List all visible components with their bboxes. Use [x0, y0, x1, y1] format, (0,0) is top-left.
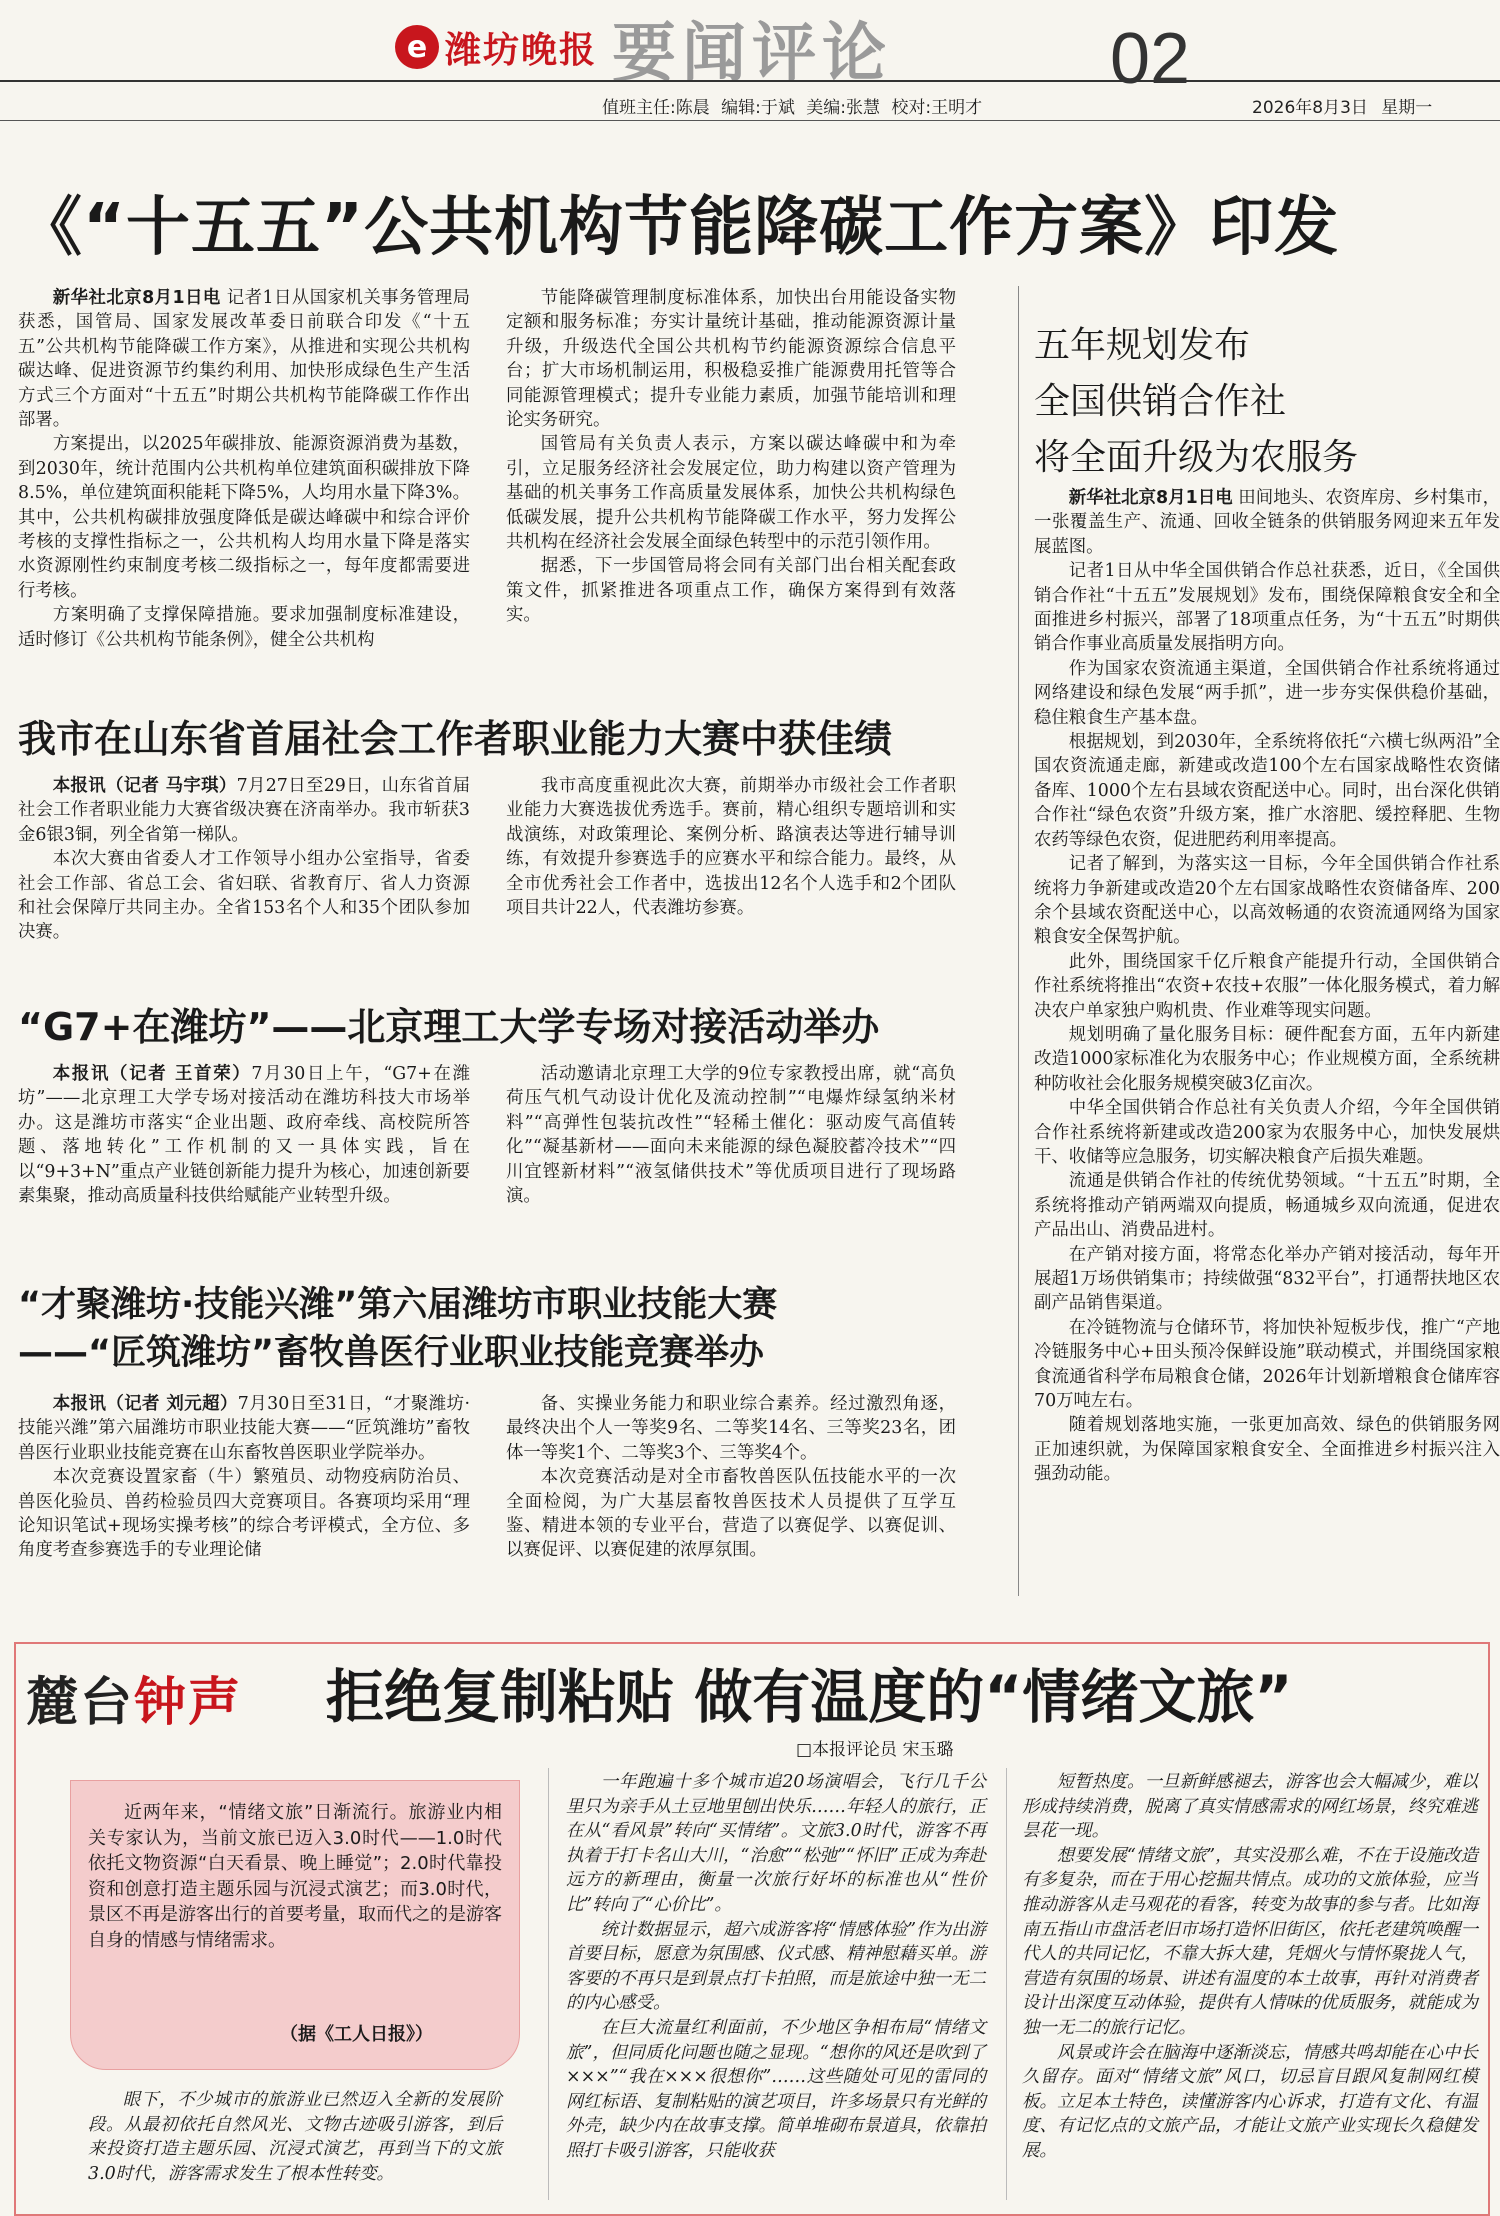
g7-column-2	[506, 1062, 956, 1208]
skills-column-2	[506, 1392, 956, 1563]
article-paragraph	[1034, 486, 1500, 559]
article-paragraph	[1034, 1096, 1500, 1169]
page-number: 02	[1110, 19, 1191, 99]
paragraph-text: 节能降碳管理制度标准体系，加快出台用能设备实物定额和服务标准；夯实计量统计基础，推动能源资源计量升级，升级迭代全国公共机构节约能源资源综合信息平台；扩大市场机制运用，积极稳妥推广能源费用托管等合同能源管理模式；提升专业能力素质，加强节能培训和理论实务研究。	[506, 288, 956, 431]
masthead-rule	[0, 80, 1500, 82]
dateline: 新华社北京8月1日电	[52, 288, 221, 308]
section-title: 要闻评论	[612, 17, 892, 91]
paragraph-text: 规划明确了量化服务目标：硬件配套方面，五年内新建改造1000家标准化为农服务中心；作业规模方面，全系统耕种防收社会化服务规模突破3亿亩次。	[1034, 1024, 1500, 1094]
column-logo-ink: 麓台	[26, 1673, 135, 1733]
article-paragraph	[18, 1465, 470, 1563]
commentary-paragraph: 一年跑遍十多个城市追20场演唱会，飞行几千公里只为亲手从土豆地里刨出快乐……年轻人的旅行，正在从“看风景”转向“买情绪”。文旅3.0时代，游客不再执着于打卡名山大川，“治愈”“松弛”“怀旧”正成为奔赴远方的新理由，衡量一次旅行好坏的标准也从“性价比”转向了“心价比”。	[566, 1772, 986, 1915]
commentary-byline: □本报评论员 宋玉璐	[796, 1740, 954, 1760]
header-divider	[0, 120, 1500, 121]
dateline: 本报讯（记者 王首荣）	[52, 1064, 252, 1084]
paragraph-text: 随着规划落地实施，一张更加高效、绿色的供销服务网正加速织就，为保障国家粮食安全、全面推进乡村振兴注入强劲动能。	[1034, 1415, 1500, 1485]
commentary-column-2	[566, 1770, 986, 2164]
paragraph-text: 流通是供销合作社的传统优势领域。“十五五”时期，全系统将推动产销两端双向提质，畅通城乡双向流通，促进农产品出山、消费品进村。	[1034, 1171, 1500, 1241]
article-paragraph	[1034, 730, 1500, 852]
newspaper-logo	[395, 16, 635, 78]
dateline: 新华社北京8月1日电	[1068, 488, 1233, 508]
article-paragraph	[506, 774, 956, 920]
article-paragraph	[1034, 1169, 1500, 1242]
article-paragraph	[1034, 1316, 1500, 1414]
skills-headline-line-1: “才聚潍坊·技能兴潍”第六届潍坊市职业技能大赛	[18, 1285, 778, 1325]
paragraph-text: 7月30日上午，“G7+在潍坊”——北京理工大学专场对接活动在潍坊科技大市场举办。这是潍坊市落实“企业出题、政府牵线、高校院所答题、落地转化”工作机制的又一具体实践，旨在以“9+3+N”重点产业链创新能力提升为核心，加速创新要素集聚，推动高质量科技供给赋能产业转型升级。	[18, 1064, 470, 1207]
article-paragraph	[1034, 657, 1500, 730]
skills-column-1	[18, 1392, 470, 1563]
side-headline-line: 五年规划发布	[1034, 325, 1251, 366]
article-paragraph	[18, 847, 470, 945]
pull-quote-source: （据《工人日报》）	[280, 2024, 433, 2045]
article-paragraph	[506, 1062, 956, 1208]
g7-column-1	[18, 1062, 470, 1208]
commentary-paragraph: 在巨大流量红利面前，不少地区争相布局“情绪文旅”，但同质化问题也随之显现。“想你的风还是吹到了×××”“我在×××很想你”……这些随处可见的雷同的网红标语、复制粘贴的演艺项目，许多场景只有光鲜的外壳，缺少内在故事支撑。简单堆砌布景道具，依靠拍照打卡吸引游客，只能收获	[566, 2017, 986, 2161]
dateline: 本报讯（记者 刘元超）	[52, 1394, 238, 1414]
article-paragraph	[18, 432, 470, 603]
paragraph-text: 中华全国供销合作总社有关负责人介绍，今年全国供销合作社系统将新建或改造200家为农服务中心，加快发展烘干、收储等应急服务，切实解决粮食产后损失难题。	[1034, 1098, 1500, 1167]
logo-icon: e	[395, 25, 439, 69]
article-paragraph	[506, 1392, 956, 1465]
staff-credits: 值班主任:陈晨 编辑:于斌 美编:张慧 校对:王明才	[602, 98, 983, 118]
paragraph-text: 国管局有关负责人表示，方案以碳达峰碳中和为牵引，立足服务经济社会发展定位，助力构建以资产管理为基础的机关事务工作高质量发展体系，加快公共机构绿色低碳发展，提升公共机构节能降碳工作水平，努力发挥公共机构在经济社会发展全面绿色转型中的示范引领作用。	[506, 434, 956, 553]
paragraph-text: 我市高度重视此次大赛，前期举办市级社会工作者职业能力大赛选拔优秀选手。赛前，精心组织专题培训和实战演练，对政策理论、案例分析、路演表达等进行辅导训练，有效提升参赛选手的应赛水平和综合能力。最终，从全市优秀社会工作者中，选拔出12名个人选手和2个团队项目共计22人，代表潍坊参赛。	[506, 776, 956, 919]
lead-column-2	[506, 286, 956, 628]
article-paragraph	[1034, 1243, 1500, 1316]
social-column-1	[18, 774, 470, 945]
paragraph-text: 据悉，下一步国管局将会同有关部门出台相关配套政策文件，抓紧推进各项重点工作，确保方案得到有效落实。	[506, 556, 956, 626]
paragraph-text: 备、实操业务能力和职业综合素养。经过激烈角逐，最终决出个人一等奖9名、二等奖14名、三等奖23名，团体一等奖1个、二等奖3个、三等奖4个。	[506, 1394, 956, 1463]
article-paragraph	[18, 286, 470, 432]
paragraph-text: 本次竞赛活动是对全市畜牧兽医队伍技能水平的一次全面检阅，为广大基层畜牧兽医技术人员提供了互学互鉴、精进本领的专业平台，营造了以赛促学、以赛促训、以赛促评、以赛促建的浓厚氛围。	[506, 1467, 956, 1561]
side-story-body	[1034, 486, 1500, 1487]
article-paragraph	[1034, 1413, 1500, 1486]
commentary-paragraph: 想要发展“情绪文旅”，其实没那么难，不在于设施改造有多复杂，而在于用心挖掘共情点。成功的文旅体验，应当推动游客从走马观花的看客，转变为故事的参与者。比如海南五指山市盘活老旧市场打造怀旧街区，依托老建筑唤醒一代人的共同记忆，不靠大拆大建，凭烟火与情怀聚拢人气，营造有氛围的场景、讲述有温度的本土故事，再针对消费者设计出深度互动体验，提供有人情味的优质服务，就能成为独一无二的旅行记忆。	[1022, 1845, 1478, 2038]
article-paragraph	[1034, 950, 1500, 1023]
pull-quote-text: 近两年来，“情绪文旅”日渐流行。旅游业内相关专家认为，当前文旅已迈入3.0时代——1.0时代依托文物资源“白天看景、晚上睡觉”；2.0时代靠投资和创意打造主题乐园与沉浸式演艺；而3.0时代，景区不再是游客出行的首要考量，取而代之的是游客自身的情感与情绪需求。	[88, 1802, 502, 1951]
paragraph-text: 方案提出，以2025年碳排放、能源资源消费为基数，到2030年，统计范围内公共机构单位建筑面积碳排放下降8.5%，单位建筑面积能耗下降5%，人均用水量下降3%。其中，公共机构碳排放强度降低是碳达峰碳中和综合评价考核的支撑性指标之一，公共机构人均用水量下降是落实水资源刚性约束制度考核二级指标之一，每年度都需要进行考核。	[18, 434, 470, 601]
commentary-column-3	[1022, 1770, 1478, 2164]
article-paragraph	[18, 1062, 470, 1208]
commentary-paragraph: 眼下，不少城市的旅游业已然迈入全新的发展阶段。从最初依托自然风光、文物古迹吸引游客，到后来投资打造主题乐园、沉浸式演艺，再到当下的文旅3.0时代，游客需求发生了根本性转变。	[88, 2090, 502, 2184]
column-logo-red: 钟声	[134, 1673, 243, 1733]
article-paragraph	[18, 1392, 470, 1465]
paragraph-text: 此外，围绕国家千亿斤粮食产能提升行动，全国供销合作社系统将推出“农资+农技+农服”一体化服务模式，着力解决农户单家独户购机贵、作业难等现实问题。	[1034, 951, 1500, 1021]
side-headline-line: 将全面升级为农服务	[1034, 437, 1359, 478]
lead-column-1	[18, 286, 470, 652]
side-headline-line: 全国供销合作社	[1034, 381, 1287, 422]
paragraph-text: 记者1日从中华全国供销合作总社获悉，近日，《全国供销合作社“十五五”发展规划》发布，围绕保障粮食安全和全面推进乡村振兴，部署了18项重点任务，为“十五五”时期供销合作事业高质量发展指明方向。	[1034, 561, 1500, 655]
paragraph-text: 7月30日至31日，“才聚潍坊·技能兴潍”第六届潍坊市职业技能大赛——“匠筑潍坊”畜牧兽医行业职业技能竞赛在山东畜牧兽医职业学院举办。	[18, 1394, 470, 1463]
paragraph-text: 本次竞赛设置家畜（牛）繁殖员、动物疫病防治员、兽医化验员、兽药检验员四大竞赛项目。各赛项均采用“理论知识笔试+现场实操考核”的综合考评模式，全方位、多角度考查参赛选手的专业理论储	[18, 1467, 470, 1561]
paragraph-text: 在冷链物流与仓储环节，将加快补短板步伐，推广“产地冷链服务中心+田头预冷保鲜设施”联动模式，并围绕国家粮食流通省科学布局粮食仓储，2026年计划新增粮食仓储库容70万吨左右。	[1034, 1317, 1500, 1412]
commentary-divider	[548, 1768, 549, 2200]
commentary-title: 拒绝复制粘贴 做有温度的“情绪文旅”	[326, 1663, 1293, 1731]
article-paragraph	[1034, 1023, 1500, 1096]
side-headline	[1034, 318, 1358, 486]
commentary-paragraph: 风景或许会在脑海中逐渐淡忘，情感共鸣却能在心中长久留存。面对“情绪文旅”风口，切忌盲目跟风复制网红模板。立足本土特色，读懂游客内心诉求，打造有文化、有温度、有记忆点的文旅产品，才能让文旅产业实现长久稳健发展。	[1022, 2042, 1478, 2161]
article-paragraph	[506, 432, 956, 554]
paragraph-text: 活动邀请北京理工大学的9位专家教授出席，就“高负荷压气机气动设计优化及流动控制”“电爆炸绿氢纳米材料”“高弹性包装抗改性”“轻稀土催化：驱动废气高值转化”“凝基新材——面向未来能源的绿色凝胶蓄冷技术”“四川宜铿新材料”“液氢储供技术”等优质项目进行了现场路演。	[506, 1064, 956, 1207]
column-divider	[1018, 286, 1019, 1596]
lead-headline: 《“十五五”公共机构节能降碳工作方案》印发	[18, 191, 1340, 265]
skills-headline-line-2: ——“匠筑潍坊”畜牧兽医行业职业技能竞赛举办	[18, 1333, 765, 1373]
article-paragraph	[18, 774, 470, 847]
paragraph-text: 作为国家农资流通主渠道，全国供销合作社系统将通过网络建设和绿色发展“两手抓”，进一步夯实保供稳价基础，稳住粮食生产基本盘。	[1034, 658, 1500, 728]
article-paragraph	[506, 554, 956, 627]
paragraph-text: 本次大赛由省委人才工作领导小组办公室指导，省委社会工作部、省总工会、省妇联、省教育厅、省人力资源和社会保障厅共同主办。全省153名个人和35个团队参加决赛。	[18, 849, 470, 943]
article-paragraph	[1034, 852, 1500, 950]
paragraph-text: 田间地头、农资库房、乡村集市，一张覆盖生产、流通、回收全链条的供销服务网迎来五年发展蓝图。	[1034, 488, 1500, 557]
paragraph-text: 记者1日从国家机关事务管理局获悉，国管局、国家发展改革委日前联合印发《“十五五”公共机构节能降碳工作方案》，从推进和实现公共机构碳达峰、促进资源节约集约利用、加快形成绿色生产生活方式三个方面对“十五五”时期公共机构节能降碳工作作出部署。	[18, 288, 470, 431]
article-paragraph	[1034, 559, 1500, 657]
commentary-divider	[1006, 1768, 1007, 2200]
social-headline: 我市在山东省首届社会工作者职业能力大赛中获佳绩	[18, 717, 893, 761]
paragraph-text: 方案明确了支撑保障措施。要求加强制度标准建设，适时修订《公共机构节能条例》，健全公共机构	[18, 605, 470, 650]
paragraph-text: 在产销对接方面，将常态化举办产销对接活动，每年开展超1万场供销集市；持续做强“832平台”，打通帮扶地区农副产品销售渠道。	[1034, 1244, 1500, 1314]
g7-headline: “G7+在潍坊”——北京理工大学专场对接活动举办	[18, 1005, 880, 1049]
social-column-2	[506, 774, 956, 920]
commentary-paragraph: 短暂热度。一旦新鲜感褪去，游客也会大幅减少，难以形成持续消费，脱离了真实情感需求的网红场景，终究难逃昙花一现。	[1022, 1772, 1478, 1842]
paragraph-text: 根据规划，到2030年，全系统将依托“六横七纵两沿”全国农资流通走廊，新建或改造100个左右国家战略性农资储备库、1000个左右县域农资配送中心。同时，出台深化供销合作社“绿色农资”升级方案，推广水溶肥、缓控释肥、生物农药等绿色农资，促进肥药利用率提高。	[1034, 732, 1500, 850]
article-paragraph	[506, 1465, 956, 1563]
article-paragraph	[18, 603, 470, 652]
issue-date: 2026年8月3日 星期一	[1252, 98, 1433, 118]
paragraph-text: 7月27日至29日，山东省首届社会工作者职业能力大赛省级决赛在济南举办。我市斩获3金6银3铜，列全省第一梯队。	[18, 776, 470, 845]
article-paragraph	[506, 286, 956, 432]
column-logo	[26, 1660, 242, 1735]
paper-name: 潍坊晚报	[445, 29, 598, 71]
commentary-paragraph: 统计数据显示，超六成游客将“情感体验”作为出游首要目标，愿意为氛围感、仪式感、精神慰藉买单。游客要的不再只是到景点打卡拍照，而是旅途中独一无二的内心感受。	[566, 1919, 986, 2014]
dateline: 本报讯（记者 马宇琪）	[52, 776, 237, 796]
commentary-column-1	[88, 2088, 502, 2186]
paragraph-text: 记者了解到，为落实这一目标，今年全国供销合作社系统将力争新建或改造20个左右国家战略性农资储备库、200余个县域农资配送中心，以高效畅通的农资流通网络为国家粮食安全保驾护航。	[1034, 854, 1500, 948]
